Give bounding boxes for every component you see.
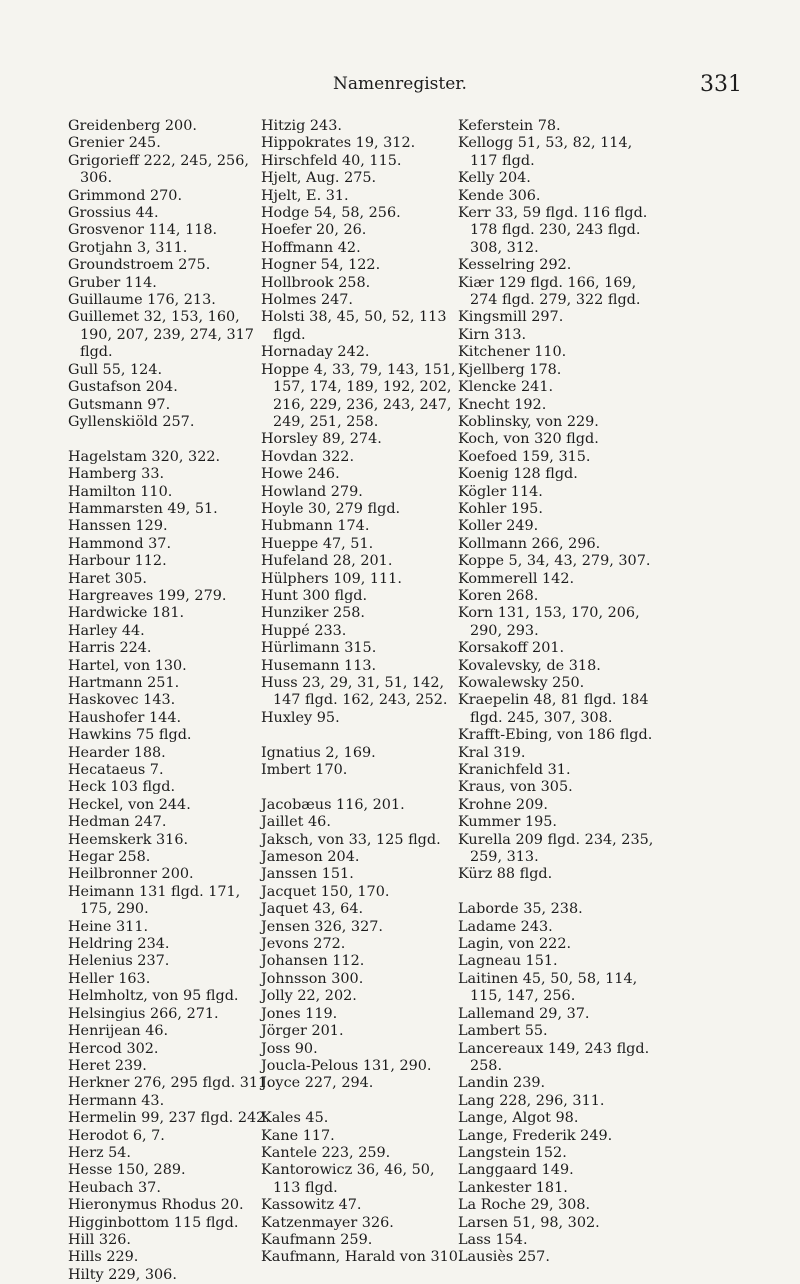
index-entry: Guillaume 176, 213.	[68, 292, 216, 309]
index-entry: Kraepelin 48, 81 flgd. 184 flgd. 245, 307, 308.	[458, 692, 649, 726]
index-entry: La Roche 29, 308.	[458, 1197, 591, 1214]
index-entry: Langgaard 149.	[458, 1162, 574, 1179]
index-entry: Herz 54.	[68, 1144, 131, 1161]
index-entry: Haushofer 144.	[68, 709, 182, 726]
index-entry: Kerr 33, 59 flgd. 116 flgd. 178 flgd. 230, 243 flgd. 308, 312.	[458, 205, 648, 256]
index-column-1	[68, 118, 273, 1284]
page-number: 331	[700, 72, 742, 97]
index-entry: Jones 119.	[261, 1005, 338, 1022]
index-entry: Koblinsky, von 229.	[458, 413, 599, 430]
index-entry: Hjelt, E. 31.	[261, 187, 349, 204]
index-entry: Kingsmill 297.	[458, 309, 564, 326]
index-entry: Lagin, von 222.	[458, 936, 572, 953]
index-entry: Kellogg 51, 53, 82, 114, 117 flgd.	[458, 135, 633, 169]
index-entry: Kitchener 110.	[458, 344, 567, 361]
index-entry: Hawkins 75 flgd.	[68, 727, 192, 744]
index-entry: Hammond 37.	[68, 535, 172, 552]
index-entry: Heemskerk 316.	[68, 831, 189, 848]
page-header	[0, 74, 800, 100]
index-entry: Grenier 245.	[68, 135, 161, 152]
index-entry: Lang 228, 296, 311.	[458, 1092, 605, 1109]
index-entry: Jacquet 150, 170.	[261, 883, 390, 900]
index-entry: Joyce 227, 294.	[261, 1075, 374, 1092]
index-entry: Greidenberg 200.	[68, 118, 197, 134]
index-entry: Kranichfeld 31.	[458, 762, 571, 779]
index-entry: Kraus, von 305.	[458, 779, 573, 796]
index-entry: Kaufmann 259.	[261, 1231, 373, 1248]
index-entry: Herodot 6, 7.	[68, 1127, 165, 1144]
index-entry: Hornaday 242.	[261, 344, 370, 361]
index-entry: Grigorieff 222, 245, 256, 306.	[68, 152, 249, 187]
index-entry: Howe 246.	[261, 466, 340, 483]
index-entry: Jolly 22, 202.	[261, 988, 357, 1005]
index-entry: Hollbrook 258.	[261, 274, 371, 291]
index-entry: Laborde 35, 238.	[458, 901, 583, 918]
index-entry: Hovdan 322.	[261, 448, 355, 465]
index-entry: Guillemet 32, 153, 160, 190, 207, 239, 274, 317 flgd.	[68, 309, 254, 361]
section-gap	[261, 1093, 466, 1110]
index-entry: Hecataeus 7.	[68, 762, 164, 779]
index-entry: Kral 319.	[458, 744, 526, 761]
index-entry: Harbour 112.	[68, 553, 167, 570]
section-gap	[261, 727, 466, 744]
index-entry: Joss 90.	[261, 1040, 318, 1057]
index-entry: Grotjahn 3, 311.	[68, 239, 188, 256]
index-entry: Haskovec 143.	[68, 692, 176, 709]
index-entry: Lambert 55.	[458, 1023, 548, 1040]
index-entry: Grosvenor 114, 118.	[68, 222, 218, 239]
index-entry: Krafft-Ebing, von 186 flgd.	[458, 727, 653, 744]
index-entry: Lange, Frederik 249.	[458, 1127, 613, 1144]
index-entry: Hieronymus Rhodus 20.	[68, 1197, 244, 1214]
index-column-3	[458, 118, 663, 1267]
index-entry: Jaillet 46.	[261, 814, 331, 831]
index-entry: Kummer 195.	[458, 814, 558, 831]
index-entry: Heubach 37.	[68, 1179, 161, 1196]
index-entry: Jameson 204.	[261, 849, 360, 866]
index-entry: Lange, Algot 98.	[458, 1110, 579, 1127]
index-entry: Lallemand 29, 37.	[458, 1005, 590, 1022]
index-entry: Gull 55, 124.	[68, 361, 163, 378]
index-entry: Grossius 44.	[68, 205, 159, 222]
index-entry: Jörger 201.	[261, 1023, 344, 1040]
index-entry: Krohne 209.	[458, 796, 548, 813]
index-entry: Huxley 95.	[261, 709, 340, 726]
index-entry: Koren 268.	[458, 587, 539, 604]
index-entry: Kowalewsky 250.	[458, 675, 585, 691]
index-entry: Hercod 302.	[68, 1040, 159, 1057]
index-entry: Helmholtz, von 95 flgd.	[68, 988, 239, 1005]
index-entry: Groundstroem 275.	[68, 257, 211, 274]
index-entry: Gruber 114.	[68, 274, 157, 291]
index-entry: Kales 45.	[261, 1110, 329, 1127]
index-entry: Huppé 233.	[261, 622, 347, 639]
index-entry: Helenius 237.	[68, 953, 170, 970]
index-entry: Kesselring 292.	[458, 257, 572, 274]
index-entry: Hermelin 99, 237 flgd. 242.	[68, 1110, 270, 1127]
index-entry: Ladame 243.	[458, 918, 553, 935]
index-entry: Hartmann 251.	[68, 674, 180, 691]
index-entry: Hunt 300 flgd.	[261, 587, 368, 604]
index-entry: Hargreaves 199, 279.	[68, 587, 227, 604]
index-entry: Kantorowicz 36, 46, 50, 113 flgd.	[261, 1162, 435, 1196]
index-entry: Hülphers 109, 111.	[261, 570, 402, 587]
index-entry: Gutsmann 97.	[68, 396, 171, 413]
index-entry: Henrijean 46.	[68, 1023, 169, 1040]
index-entry: Klencke 241.	[458, 379, 554, 396]
index-entry: Laitinen 45, 50, 58, 114, 115, 147, 256.	[458, 970, 638, 1005]
index-entry: Hirschfeld 40, 115.	[261, 152, 402, 169]
index-entry: Hegar 258.	[68, 849, 151, 866]
index-entry: Kiær 129 flgd. 166, 169, 274 flgd. 279, 322 flgd.	[458, 274, 641, 309]
index-entry: Koch, von 320 flgd.	[458, 431, 599, 448]
index-entry: Heldring 234.	[68, 936, 170, 953]
index-entry: Jaquet 43, 64.	[261, 901, 364, 918]
index-entry: Kjellberg 178.	[458, 361, 562, 378]
index-entry: Landin 239.	[458, 1075, 546, 1092]
index-entry: Huss 23, 29, 31, 51, 142, 147 flgd. 162, 243, 252.	[261, 675, 448, 709]
index-entry: Imbert 170.	[261, 762, 348, 779]
index-entry: Hammarsten 49, 51.	[68, 500, 218, 517]
index-entry: Grimmond 270.	[68, 187, 183, 204]
index-entry: Hodge 54, 58, 256.	[261, 205, 401, 222]
index-entry: Hamilton 110.	[68, 483, 173, 500]
index-entry: Ignatius 2, 169.	[261, 744, 376, 761]
index-entry: Gyllenskiöld 257.	[68, 413, 195, 430]
index-entry: Howland 279.	[261, 483, 363, 500]
index-entry: Hanssen 129.	[68, 518, 168, 535]
index-entry: Heilbronner 200.	[68, 866, 194, 883]
index-entry: Lancereaux 149, 243 flgd. 258.	[458, 1040, 650, 1074]
index-entry: Hoffmann 42.	[261, 239, 361, 256]
index-entry: Horsley 89, 274.	[261, 431, 382, 448]
index-entry: Heck 103 flgd.	[68, 779, 176, 796]
index-entry: Hearder 188.	[68, 744, 166, 761]
index-entry: Heckel, von 244.	[68, 796, 191, 813]
index-entry: Higginbottom 115 flgd.	[68, 1214, 239, 1231]
index-entry: Harris 224.	[68, 640, 152, 657]
index-entry: Hoyle 30, 279 flgd.	[261, 500, 401, 517]
index-entry: Kohler 195.	[458, 500, 543, 517]
index-entry: Kirn 313.	[458, 326, 527, 343]
index-entry: Kovalevsky, de 318.	[458, 657, 601, 674]
index-entry: Holsti 38, 45, 50, 52, 113 flgd.	[261, 309, 447, 343]
index-entry: Joucla-Pelous 131, 290.	[261, 1057, 432, 1074]
index-entry: Hogner 54, 122.	[261, 257, 381, 274]
index-entry: Harley 44.	[68, 622, 145, 639]
index-entry: Langstein 152.	[458, 1144, 567, 1161]
index-entry: Hürlimann 315.	[261, 640, 377, 657]
index-entry: Jensen 326, 327.	[261, 918, 383, 935]
index-entry: Hubmann 174.	[261, 518, 370, 535]
index-entry: Hoppe 4, 33, 79, 143, 151, 157, 174, 189, 192, 202, 216, 229, 236, 243, 247, 249, 251, 258.	[261, 361, 456, 430]
index-entry: Kende 306.	[458, 187, 541, 204]
index-entry: Larsen 51, 98, 302.	[458, 1214, 600, 1231]
index-entry: Hills 229.	[68, 1249, 139, 1266]
index-entry: Lass 154.	[458, 1231, 528, 1248]
index-entry: Hill 326.	[68, 1231, 131, 1248]
index-entry: Kaufmann, Harald von 310.	[261, 1249, 463, 1266]
index-entry: Kassowitz 47.	[261, 1197, 362, 1214]
index-entry: Katzenmayer 326.	[261, 1214, 394, 1231]
index-entry: Kantele 223, 259.	[261, 1144, 391, 1161]
index-entry: Hufeland 28, 201.	[261, 553, 393, 570]
index-entry: Korsakoff 201.	[458, 640, 565, 657]
index-entry: Heret 239.	[68, 1057, 147, 1074]
section-gap	[68, 431, 273, 448]
index-entry: Lankester 181.	[458, 1179, 568, 1196]
index-entry: Helsingius 266, 271.	[68, 1005, 219, 1022]
index-entry: Hagelstam 320, 322.	[68, 448, 221, 465]
section-gap	[261, 779, 466, 796]
index-entry: Kürz 88 flgd.	[458, 866, 553, 883]
index-entry: Hartel, von 130.	[68, 657, 187, 674]
index-entry: Hermann 43.	[68, 1092, 165, 1109]
index-entry: Hunziker 258.	[261, 605, 366, 622]
section-gap	[458, 884, 663, 901]
index-entry: Hueppe 47, 51.	[261, 535, 374, 552]
index-entry: Koenig 128 flgd.	[458, 466, 578, 483]
index-entry: Koefoed 159, 315.	[458, 448, 591, 465]
index-entry: Lagneau 151.	[458, 953, 558, 970]
index-entry: Knecht 192.	[458, 396, 547, 413]
index-entry: Koppe 5, 34, 43, 279, 307.	[458, 553, 651, 570]
index-entry: Johansen 112.	[261, 953, 365, 970]
index-entry: Jacobæus 116, 201.	[261, 796, 405, 813]
index-entry: Heine 311.	[68, 918, 149, 935]
index-entry: Hitzig 243.	[261, 118, 342, 134]
index-entry: Keferstein 78.	[458, 118, 561, 134]
index-entry: Korn 131, 153, 170, 206, 290, 293.	[458, 605, 640, 639]
index-entry: Kelly 204.	[458, 170, 531, 187]
index-entry: Jevons 272.	[261, 936, 346, 953]
index-entry: Hamberg 33.	[68, 466, 165, 483]
index-entry: Hippokrates 19, 312.	[261, 135, 416, 152]
index-entry: Kurella 209 flgd. 234, 235, 259, 313.	[458, 831, 654, 866]
index-entry: Heimann 131 flgd. 171, 175, 290.	[68, 883, 241, 918]
index-entry: Hilty 229, 306.	[68, 1266, 177, 1283]
index-entry: Haret 305.	[68, 570, 147, 587]
index-entry: Heller 163.	[68, 970, 151, 987]
index-entry: Gustafson 204.	[68, 379, 178, 396]
page-title: Namenregister.	[333, 74, 467, 94]
index-entry: Herkner 276, 295 flgd. 311.	[68, 1075, 272, 1092]
index-entry: Kane 117.	[261, 1127, 335, 1144]
index-entry: Lausiès 257.	[458, 1249, 550, 1266]
index-entry: Janssen 151.	[261, 866, 354, 883]
index-entry: Hjelt, Aug. 275.	[261, 170, 377, 187]
index-entry: Koller 249.	[458, 518, 539, 535]
index-entry: Kollmann 266, 296.	[458, 535, 601, 552]
index-entry: Husemann 113.	[261, 657, 377, 674]
index-entry: Jaksch, von 33, 125 flgd.	[261, 831, 441, 848]
index-entry: Johnsson 300.	[261, 970, 364, 987]
index-entry: Hesse 150, 289.	[68, 1162, 186, 1179]
index-entry: Hedman 247.	[68, 814, 167, 831]
index-entry: Hardwicke 181.	[68, 605, 185, 622]
index-entry: Holmes 247.	[261, 292, 353, 309]
index-entry: Kögler 114.	[458, 483, 543, 500]
index-column-2	[261, 118, 466, 1267]
index-entry: Hoefer 20, 26.	[261, 222, 367, 239]
index-entry: Kommerell 142.	[458, 570, 575, 587]
